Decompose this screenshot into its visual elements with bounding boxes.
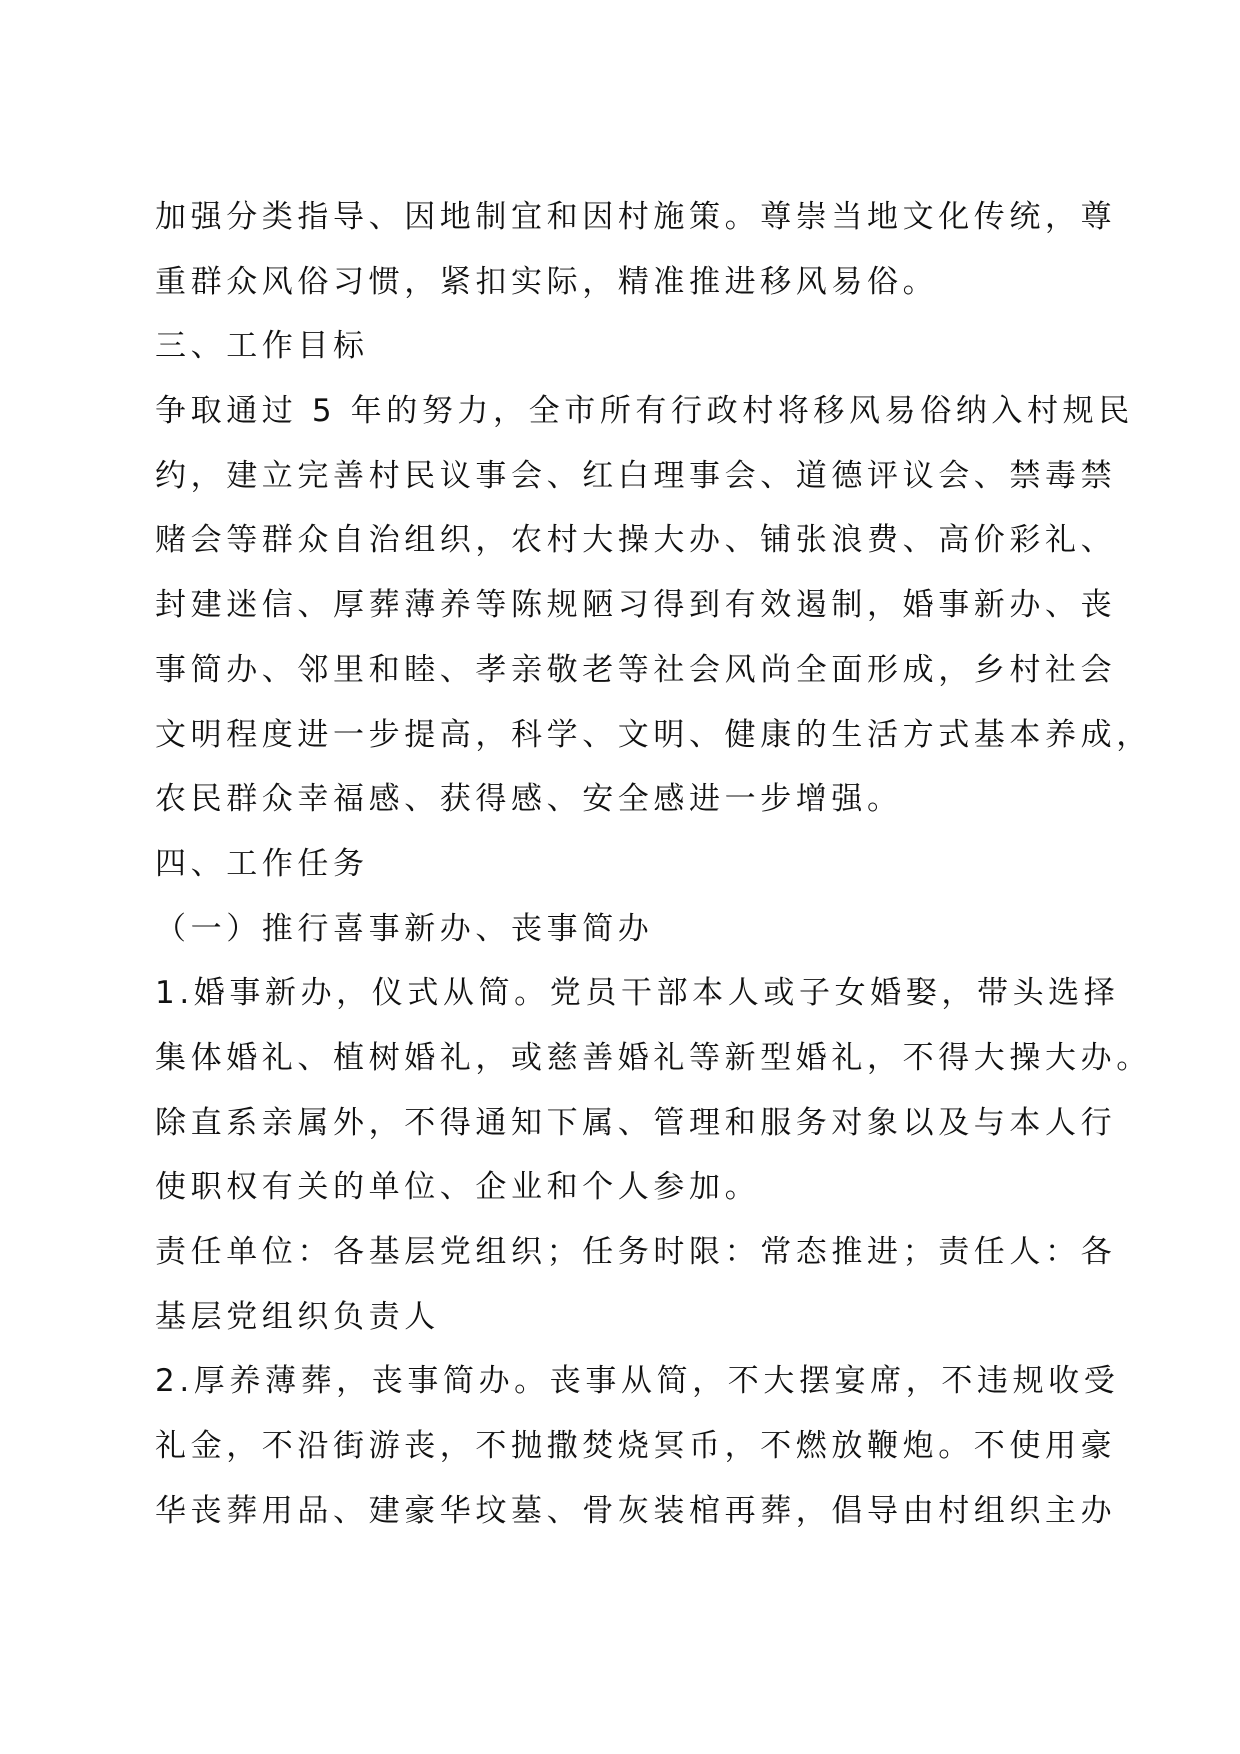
body-line: 约，建立完善村民议事会、红白理事会、道德评议会、禁毒禁 [155, 457, 1117, 494]
body-line: 华丧葬用品、建豪华坟墓、骨灰装棺再葬，倡导由村组织主办 [155, 1492, 1117, 1529]
body-line: 2.厚养薄葬，丧事简办。丧事从简，不大摆宴席，不违规收受 [155, 1363, 1120, 1400]
subsection-heading-1: （一）推行喜事新办、丧事简办 [155, 910, 654, 947]
body-line: 使职权有关的单位、企业和个人参加。 [155, 1169, 761, 1206]
section-heading-4: 四、工作任务 [155, 845, 369, 882]
document-body [155, 185, 1152, 1543]
body-line: 加强分类指导、因地制宜和因村施策。尊崇当地文化传统，尊 [155, 199, 1117, 235]
body-line: 农民群众幸福感、获得感、安全感进一步增强。 [155, 781, 903, 818]
body-line: 礼金，不沿街游丧，不抛撒焚烧冥币，不燃放鞭炮。不使用豪 [155, 1428, 1117, 1465]
section-heading-3: 三、工作目标 [155, 328, 369, 365]
body-line: 文明程度进一步提高，科学、文明、健康的生活方式基本养成， [155, 716, 1152, 753]
body-line: 1.婚事新办，仪式从简。党员干部本人或子女婚娶，带头选择 [155, 975, 1120, 1012]
body-line: 争取通过 5 年的努力，全市所有行政村将移风易俗纳入村规民 [155, 393, 1134, 430]
body-line: 赌会等群众自治组织，农村大操大办、铺张浪费、高价彩礼、 [155, 522, 1117, 559]
body-line: 事简办、邻里和睦、孝亲敬老等社会风尚全面形成，乡村社会 [155, 651, 1117, 688]
body-line: 重群众风俗习惯，紧扣实际，精准推进移风易俗。 [155, 263, 939, 300]
responsibility-line: 基层党组织负责人 [155, 1298, 440, 1335]
body-line: 封建迷信、厚葬薄养等陈规陋习得到有效遏制，婚事新办、丧 [155, 587, 1117, 624]
body-line: 除直系亲属外，不得通知下属、管理和服务对象以及与本人行 [155, 1104, 1117, 1141]
body-line: 集体婚礼、植树婚礼，或慈善婚礼等新型婚礼，不得大操大办。 [155, 1039, 1152, 1076]
responsibility-line: 责任单位：各基层党组织；任务时限：常态推进；责任人：各 [155, 1234, 1117, 1270]
